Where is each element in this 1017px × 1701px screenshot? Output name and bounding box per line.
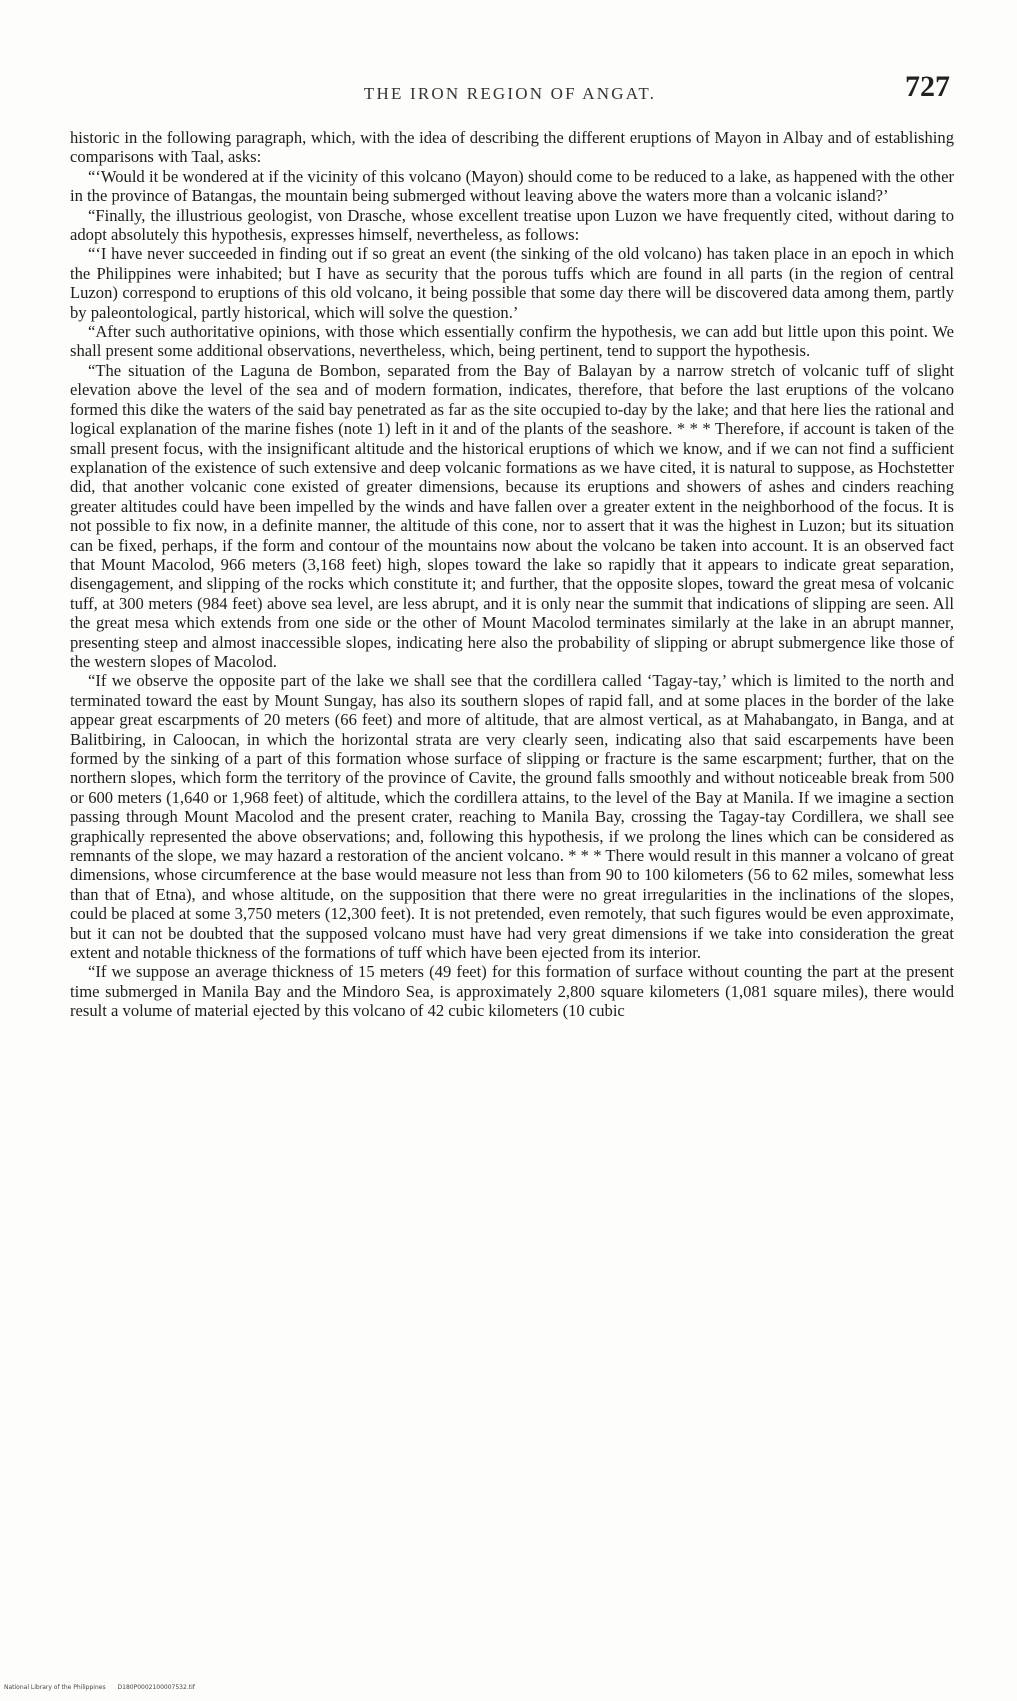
page-header bbox=[70, 70, 950, 110]
paragraph: “If we suppose an average thickness of 15 meters (49 feet) for this formation of surface without counting the part at the present time submerged in Manila Bay and the Mindoro Sea, is approximately 2,800 square kilometers (1,081 square miles), there would result a volume of material ejected by this volcano of 42 cubic kilometers (10 cubic bbox=[70, 962, 954, 1021]
paragraph: “If we observe the opposite part of the lake we shall see that the cordillera called ‘Tagay-tay,’ which is limited to the north and terminated toward the east by Mount Sungay, has also its southern slopes of rapid fall, and at some places in the border of the lake appear great escarpments of 20 meters (66 feet) and more of altitude, that are almost vertical, as at Mahabangato, in Banga, and at Balitbiring, in Caloocan, in which the horizontal strata are very clearly seen, indicating also that said escarpements have been formed by the sinking of a part of this formation whose surface of slipping or fracture is the same escarpment; further, that on the northern slopes, which form the territory of the province of Cavite, the ground falls smoothly and without noticeable break from 500 or 600 meters (1,640 or 1,968 feet) of altitude, which the cordillera attains, to the level of the Bay at Manila. If we imagine a section passing through Mount Macolod and the present crater, reaching to Manila Bay, crossing the Tagay-tay Cordillera, we shall see graphically represented the above observations; and, following this hypothesis, if we prolong the lines which can be considered as remnants of the slope, we may hazard a restoration of the ancient volcano. * * * There would result in this manner a volcano of great dimensions, whose circumference at the base would measure not less than from 90 to 100 kilometers (56 to 62 miles, somewhat less than that of Etna), and whose altitude, on the supposition that there were no great irregularities in the inclinations of the slopes, could be placed at some 3,750 meters (12,300 feet). It is not pretended, even remotely, that such figures would be even approximate, but it can not be doubted that the supposed volcano must have had very great dimensions if we take into consideration the great extent and notable thickness of the formations of tuff which have been ejected from its interior. bbox=[70, 671, 954, 963]
page-number: 727 bbox=[905, 70, 950, 103]
running-title: THE IRON REGION OF ANGAT. bbox=[363, 84, 657, 103]
paragraph: “The situation of the Laguna de Bombon, separated from the Bay of Balayan by a narrow stretch of volcanic tuff of slight elevation above the level of the sea and of modern formation, indicates, therefore, that before the last eruptions of the volcano formed this dike the waters of the said bay penetrated as far as the site occupied to-day by the lake; and that here lies the rational and logical explanation of the marine fishes (note 1) left in it and of the plants of the seashore. * * * Therefore, if account is taken of the small present focus, with the insignificant altitude and the historical eruptions of which we know, and if we can not find a sufficient explanation of the existence of such extensive and deep volcanic formations as we have cited, it is natural to suppose, as Hochstetter did, that another volcanic cone existed of greater dimensions, because its eruptions and showers of ashes and cinders reaching greater altitudes could have been impelled by the winds and have fallen over a greater extent in the neighborhood of the focus. It is not possible to fix now, in a definite manner, the altitude of this cone, nor to assert that it was the highest in Luzon; but its situation can be fixed, perhaps, if the form and contour of the mountains now about the volcano be taken into account. It is an observed fact that Mount Macolod, 966 meters (3,168 feet) high, slopes toward the lake so rapidly that it appears to indicate great separation, disengagement, and slipping of the rocks which constitute it; and further, that the opposite slopes, toward the great mesa of volcanic tuff, at 300 meters (984 feet) above sea level, are less abrupt, and it is only near the summit that indications of slipping are seen. All the great mesa which extends from one side or the other of Mount Macolod terminates similarly at the lake in an abrupt manner, presenting steep and almost inaccessible slopes, indicating here also the probability of slipping or abrupt submergence like those of the western slopes of Macolod. bbox=[70, 360, 954, 671]
scan-footer bbox=[4, 1684, 205, 1691]
library-credit: National Library of the Philippines bbox=[4, 1684, 106, 1691]
paragraph: “‘I have never succeeded in finding out if so great an event (the sinking of the old volcano) has taken place in an epoch in which the Philippines were inhabited; but I have as security that the porous tuffs which are found in all parts (in the region of central Luzon) correspond to eruptions of this old volcano, it being possible that some day there will be discovered data among them, partly by paleontological, partly historical, which will solve the question.’ bbox=[70, 244, 954, 322]
paragraph: “Finally, the illustrious geologist, von Drasche, whose excellent treatise upon Luzon we have frequently cited, without daring to adopt absolutely this hypothesis, expresses himself, nevertheless, as follows: bbox=[70, 205, 954, 245]
paragraph: “‘Would it be wondered at if the vicinity of this volcano (Mayon) should come to be reduced to a lake, as happened with the other in the province of Batangas, the mountain being submerged without leaving above the waters more than a volcanic island?’ bbox=[70, 166, 954, 206]
scan-code: D180P0002100007532.tif bbox=[117, 1684, 195, 1691]
body-text bbox=[70, 128, 954, 1021]
paragraph: “After such authoritative opinions, with those which essentially confirm the hypothesis, we can add but little upon this point. We shall present some additional observations, nevertheless, which, being pertinent, tend to support the hypothesis. bbox=[70, 322, 954, 361]
paragraph: historic in the following paragraph, which, with the idea of describing the different eruptions of Mayon in Albay and of establishing comparisons with Taal, asks: bbox=[70, 128, 954, 167]
